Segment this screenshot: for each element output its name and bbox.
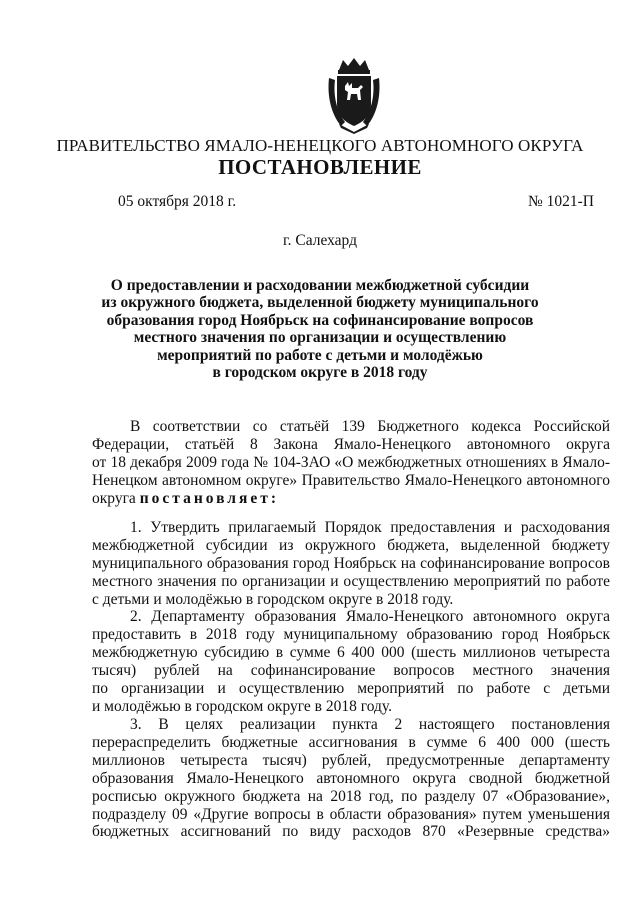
title-line: образования город Ноябрьск на софинансирование вопросов: [106, 311, 534, 329]
paragraph-line: 3. В целях реализации пункта 2 настоящего постановления: [130, 716, 610, 733]
document-title: [90, 277, 550, 381]
paragraph-text: округа: [92, 489, 136, 507]
paragraph-line: тысяч) рублей на софинансирование вопросов местного значения: [92, 661, 610, 679]
document-city: г. Салехард: [283, 232, 357, 249]
preamble-paragraph: [92, 418, 610, 508]
paragraph-line: межбюджетную субсидию в сумме 6 400 000 (шесть миллионов четыреста: [92, 643, 610, 661]
paragraph-line: миллионов четыреста тысяч) рублей, предусмотренные департаменту: [92, 751, 610, 769]
title-line: мероприятий по работе с детьми и молодёжью: [157, 346, 483, 364]
paragraph-line: Федерации, статьёй 8 Закона Ямало-Ненецкого автономного округа: [92, 435, 610, 453]
paragraph-line: и молодёжью в городском округе в 2018 году.: [92, 697, 392, 715]
document-number: № 1021-П: [527, 193, 594, 210]
paragraph-line: росписью окружного бюджета на 2018 год, по разделу 07 «Образование»,: [92, 787, 610, 805]
document-date: 05 октября 2018 г.: [118, 193, 237, 210]
paragraph-line: бюджетных ассигнований по виду расходов 870 «Резервные средства»: [92, 823, 610, 841]
paragraph-line: 1. Утвердить прилагаемый Порядок предоставления и расходования: [130, 519, 610, 536]
paragraph-line: от 18 декабря 2009 года № 104-ЗАО «О межбюджетных отношениях в Ямало-: [92, 453, 610, 471]
paragraph-line: подразделу 09 «Другие вопросы в области образования» путем уменьшения: [92, 805, 610, 823]
paragraph-line: образования Ямало-Ненецкого автономного округа сводной бюджетной: [92, 769, 610, 787]
coat-of-arms-icon: [325, 56, 383, 134]
decree-word: постановляет:: [139, 489, 280, 507]
paragraph-line: муниципального образования город Ноябрьск на софинансирование вопросов: [92, 554, 610, 572]
title-line: из окружного бюджета, выделенной бюджету муниципального: [101, 294, 539, 312]
title-line: местного значения по организации и осуществлению: [133, 329, 507, 347]
item-3-paragraph: [92, 716, 610, 841]
item-1-paragraph: [92, 519, 610, 609]
paragraph-line: с детьми и молодёжью в городском округе в 2018 году.: [92, 590, 454, 608]
item-2-paragraph: [92, 608, 610, 715]
paragraph-line: местного значения по организации и осуществлению мероприятий по работе: [92, 572, 610, 590]
paragraph-line: Ненецком автономном округе» Правительство Ямало-Ненецкого автономного: [92, 471, 610, 489]
title-line: в городском округе в 2018 году: [212, 364, 428, 382]
paragraph-line: предоставить в 2018 году муниципальному образованию город Ноябрьск: [92, 625, 610, 643]
paragraph-line: перераспределить бюджетные ассигнования в сумме 6 400 000 (шесть: [92, 733, 610, 751]
government-name: ПРАВИТЕЛЬСТВО ЯМАЛО-НЕНЕЦКОГО АВТОНОМНОГО ОКРУГА: [56, 136, 584, 155]
paragraph-line: В соответствии со статьёй 139 Бюджетного кодекса Российской: [130, 418, 610, 435]
document-type: ПОСТАНОВЛЕНИЕ: [218, 155, 422, 179]
title-line: О предоставлении и расходовании межбюджетной субсидии: [110, 277, 530, 294]
paragraph-line: 2. Департаменту образования Ямало-Ненецкого автономного округа: [130, 608, 610, 625]
paragraph-line: по организации и осуществлению мероприятий по работе с детьми: [92, 679, 610, 697]
paragraph-line: межбюджетной субсидии из окружного бюджета, выделенной бюджету: [92, 536, 610, 554]
paragraph-line: [92, 490, 610, 508]
